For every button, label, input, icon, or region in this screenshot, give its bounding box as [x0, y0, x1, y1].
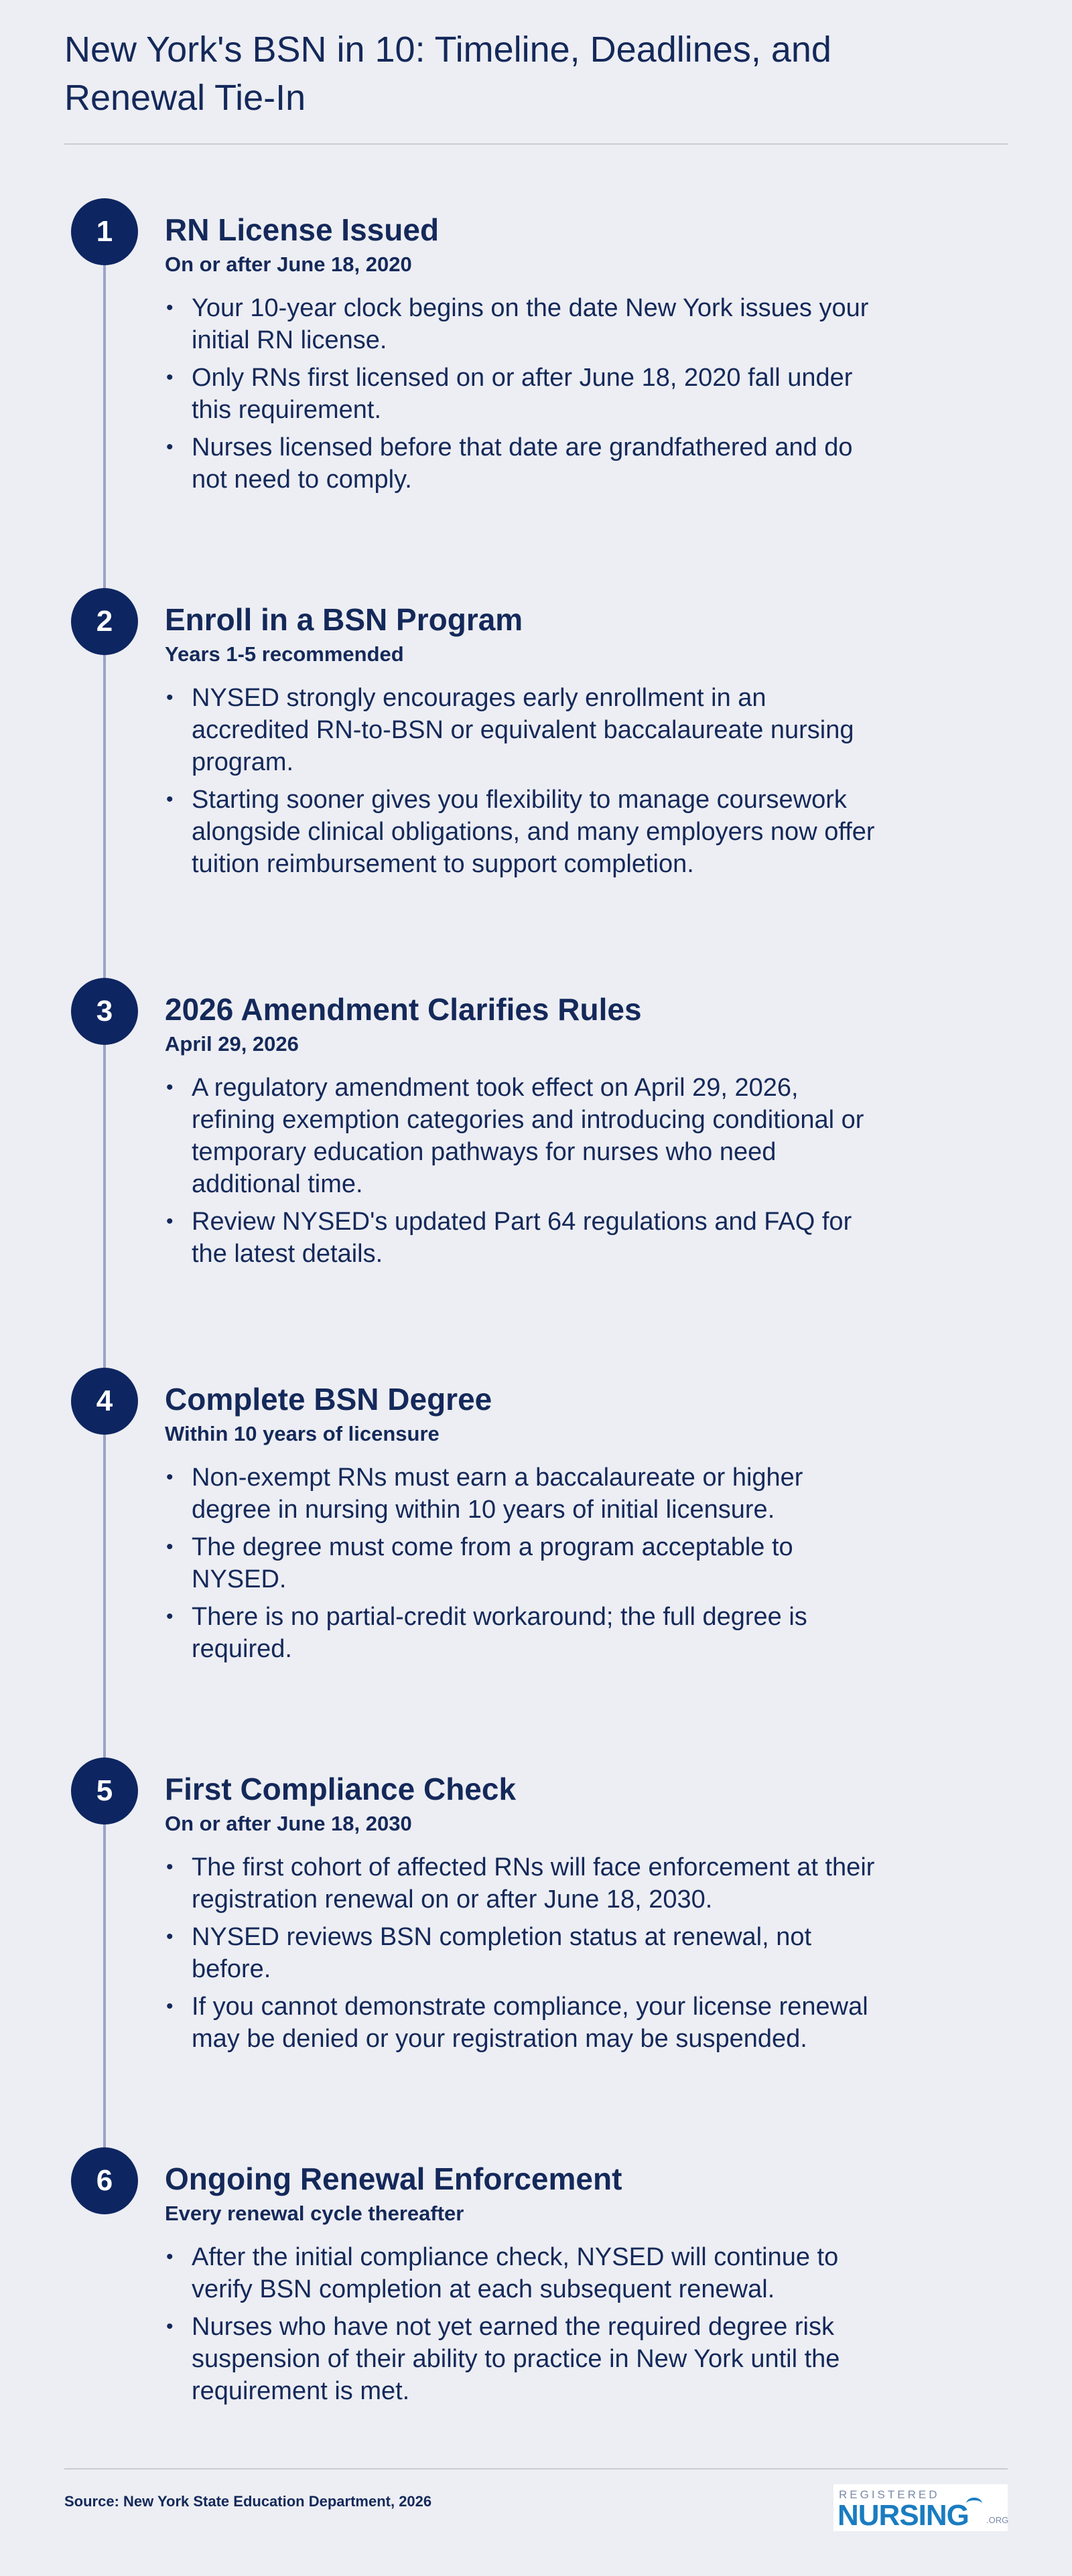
- step-content: [165, 601, 875, 885]
- step-number-badge: 5: [71, 1758, 138, 1824]
- step-bullet: • A regulatory amendment took effect on April 29, 2026, refining exemption categories and introducing conditional or temporary education pathways for nurses who need additional time.: [165, 1072, 875, 1200]
- step-bullet: • Starting sooner gives you flexibility to manage coursework alongside clinical obligations, and many employers now offer tuition reimbursement to support completion.: [165, 784, 875, 880]
- page-title: New York's BSN in 10: Timeline, Deadlines, and Renewal Tie-In: [64, 29, 831, 118]
- step-title: First Compliance Check: [165, 1772, 517, 1806]
- step-bullet: • If you cannot demonstrate compliance, your license renewal may be denied or your registration may be suspended.: [165, 1991, 875, 2055]
- step-date: Years 1-5 recommended: [165, 642, 404, 666]
- step-bullet: • There is no partial-credit workaround; the full degree is required.: [165, 1601, 875, 1665]
- step-bullet: • After the initial compliance check, NYSED will continue to verify BSN completion at each subsequent renewal.: [165, 2241, 875, 2305]
- step-content: [165, 1771, 875, 2060]
- step-bullet: • Review NYSED's updated Part 64 regulations and FAQ for the latest details.: [165, 1206, 875, 1270]
- step-content: [165, 1381, 875, 1670]
- logo-main-text: NURSING: [838, 2499, 969, 2532]
- step-content: [165, 2161, 875, 2413]
- step-bullet: • Only RNs first licensed on or after June 18, 2020 fall under this requirement.: [165, 362, 875, 426]
- step-number-badge: 2: [71, 588, 138, 655]
- step-title: Complete BSN Degree: [165, 1382, 492, 1417]
- step-date: April 29, 2026: [165, 1032, 299, 1056]
- step-title: Enroll in a BSN Program: [165, 602, 523, 637]
- step-bullet-list: [165, 682, 875, 880]
- step-bullet: • NYSED reviews BSN completion status at renewal, not before.: [165, 1921, 875, 1985]
- header-divider: [64, 143, 1008, 145]
- step-bullet: • Nurses who have not yet earned the required degree risk suspension of their ability to practice in New York until the requirement is met.: [165, 2311, 875, 2407]
- step-bullet-list: [165, 1072, 875, 1270]
- step-date: Every renewal cycle thereafter: [165, 2202, 464, 2225]
- step-date: On or after June 18, 2020: [165, 253, 412, 276]
- step-bullet: • The first cohort of affected RNs will face enforcement at their registration renewal on or after June 18, 2030.: [165, 1851, 875, 1916]
- step-bullet: • The degree must come from a program acceptable to NYSED.: [165, 1531, 875, 1595]
- step-number-badge: 4: [71, 1368, 138, 1435]
- logo-suffix-text: .ORG: [986, 2515, 1009, 2525]
- step-bullet-list: [165, 292, 875, 496]
- registered-nursing-logo[interactable]: [833, 2484, 1008, 2531]
- timeline-line: [103, 225, 106, 2181]
- source-note: Source: New York State Education Department, 2026: [64, 2493, 432, 2510]
- nurse-cap-icon: [966, 2498, 982, 2510]
- step-bullet: • Nurses licensed before that date are grandfathered and do not need to comply.: [165, 431, 875, 496]
- step-title: 2026 Amendment Clarifies Rules: [165, 992, 642, 1027]
- step-bullet: • Your 10-year clock begins on the date New York issues your initial RN license.: [165, 292, 875, 356]
- step-number-badge: 3: [71, 978, 138, 1045]
- step-bullet-list: [165, 1851, 875, 2055]
- step-bullet-list: [165, 2241, 875, 2407]
- logo-top-text: REGISTERED: [839, 2488, 940, 2501]
- step-date: Within 10 years of licensure: [165, 1422, 440, 1445]
- step-content: [165, 991, 875, 1275]
- step-bullet: • Non-exempt RNs must earn a baccalaureate or higher degree in nursing within 10 years of initial licensure.: [165, 1461, 875, 1526]
- step-number-badge: 6: [71, 2147, 138, 2214]
- footer-divider: [64, 2468, 1008, 2470]
- step-bullet: • NYSED strongly encourages early enrollment in an accredited RN-to-BSN or equivalent baccalaureate nursing program.: [165, 682, 875, 778]
- step-title: Ongoing Renewal Enforcement: [165, 2161, 622, 2196]
- step-number-badge: 1: [71, 198, 138, 265]
- step-bullet-list: [165, 1461, 875, 1665]
- step-content: [165, 212, 875, 501]
- step-title: RN License Issued: [165, 212, 440, 247]
- step-date: On or after June 18, 2030: [165, 1812, 412, 1835]
